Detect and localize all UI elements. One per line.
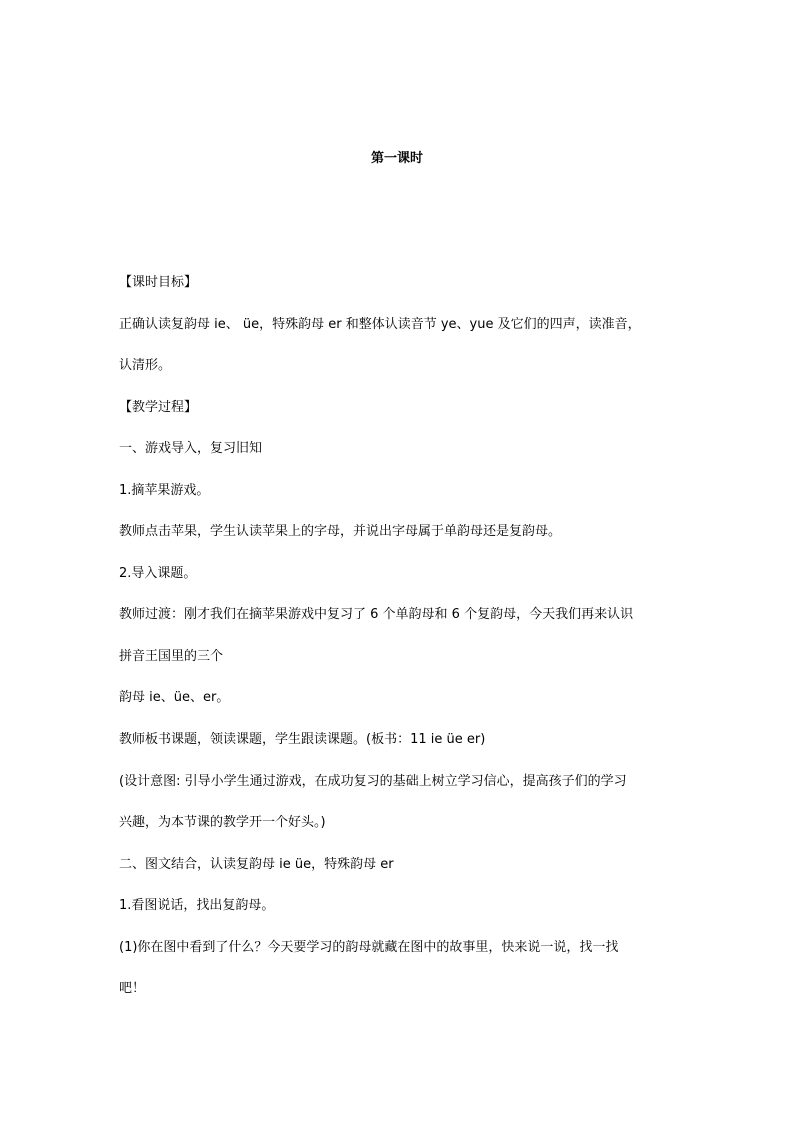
page-title: 第一课时 xyxy=(370,151,423,166)
paragraph-line: 1.看图说话，找出复韵母。 xyxy=(119,898,275,913)
paragraph-line: 1.摘苹果游戏。 xyxy=(119,483,210,498)
section-heading-process: 【教学过程】 xyxy=(119,400,198,415)
paragraph-line: 韵母 ie、üe、er。 xyxy=(119,690,230,705)
paragraph-line: 2.导入课题。 xyxy=(119,566,197,581)
paragraph-line: 正确认读复韵母 ie、 üe，特殊韵母 er 和整体认读音节 ye、yue 及它们的四声，读准音， xyxy=(119,317,641,332)
section-heading-part-two: 二、图文结合，认读复韵母 ie üe，特殊韵母 er xyxy=(119,857,394,872)
paragraph-line: (1)你在图中看到了什么？今天要学习的韵母就藏在图中的故事里，快来说一说，找一找 xyxy=(119,940,619,955)
section-heading-objectives: 【课时目标】 xyxy=(119,275,198,290)
paragraph-line: 兴趣，为本节课的教学开一个好头。) xyxy=(119,815,326,830)
section-heading-part-one: 一、游戏导入，复习旧知 xyxy=(119,441,263,456)
paragraph-line: 教师过渡：刚才我们在摘苹果游戏中复习了 6 个单韵母和 6 个复韵母，今天我们再来认识 xyxy=(119,607,634,622)
paragraph-line: 教师板书课题，领读课题，学生跟读课题。(板书：11 ie üe er) xyxy=(119,732,486,747)
paragraph-line: 认清形。 xyxy=(119,358,172,373)
paragraph-line: 拼音王国里的三个 xyxy=(119,649,224,664)
paragraph-line: (设计意图: 引导小学生通过游戏，在成功复习的基础上树立学习信心，提高孩子们的学习 xyxy=(119,774,627,789)
paragraph-line: 教师点击苹果，学生认读苹果上的字母，并说出字母属于单韵母还是复韵母。 xyxy=(119,524,562,539)
paragraph-line: 吧！ xyxy=(119,981,146,996)
